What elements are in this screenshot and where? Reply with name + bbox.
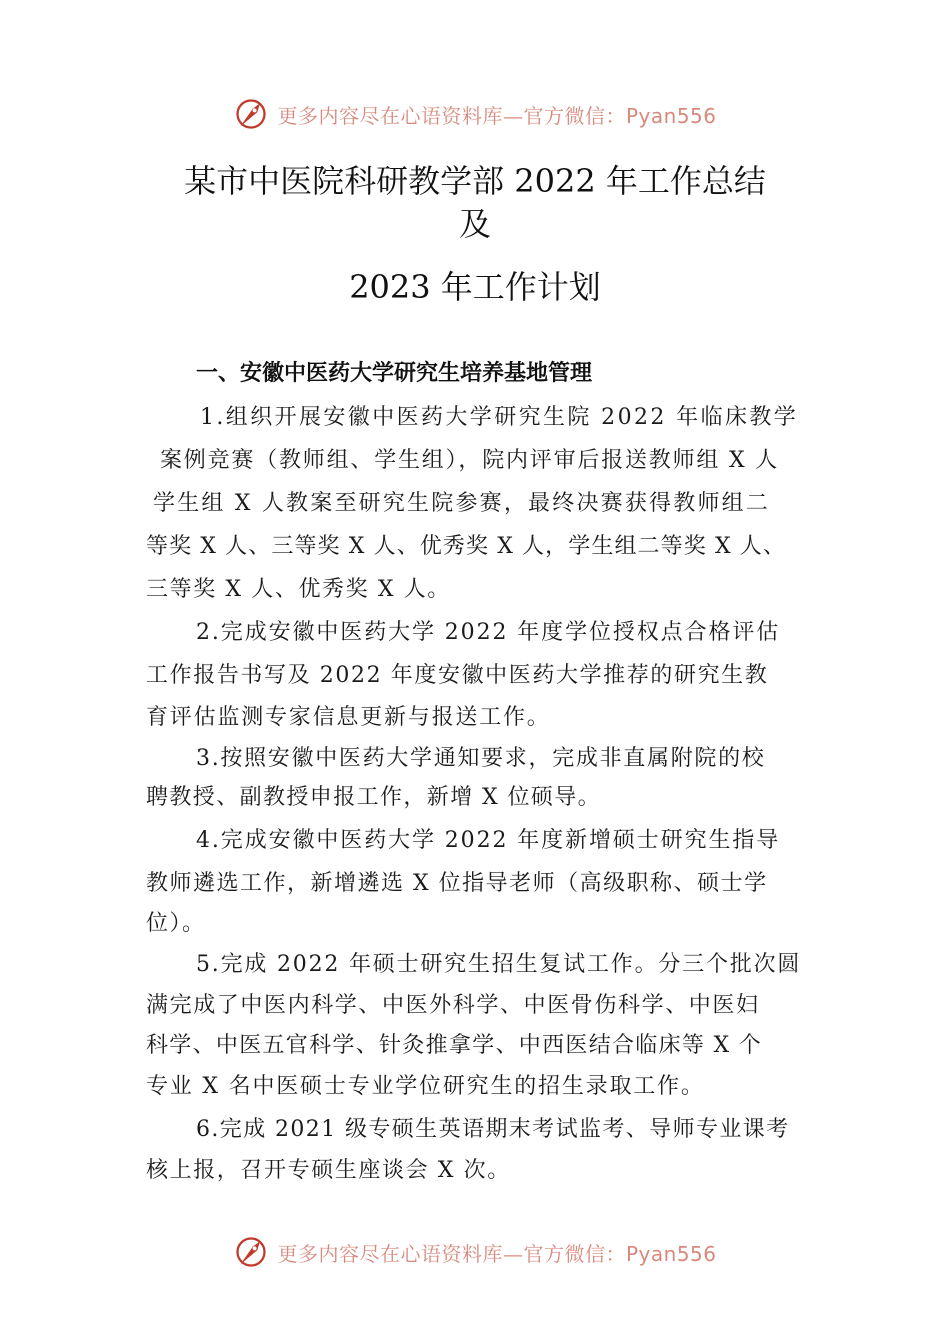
document-title-line-3: 2023 年工作计划 (349, 268, 601, 306)
body-line: 教师遴选工作，新增遴选 X 位指导老师（高级职称、硕士学 (146, 871, 768, 896)
body-line: 3.按照安徽中医药大学通知要求，完成非直属附院的校 (196, 746, 766, 771)
body-line: 2.完成安徽中医药大学 2022 年度学位授权点合格评估 (196, 620, 781, 645)
body-line: 核上报，召开专硕生座谈会 X 次。 (146, 1158, 511, 1183)
body-line: 5.完成 2022 年硕士研究生招生复试工作。分三个批次圆 (196, 952, 802, 977)
watermark-footer (0, 1232, 950, 1272)
body-line: 三等奖 X 人、优秀奖 X 人。 (146, 577, 451, 602)
body-line: 满完成了中医内科学、中医外科学、中医骨伤科学、中医妇 (146, 993, 760, 1018)
body-line: 4.完成安徽中医药大学 2022 年度新增硕士研究生指导 (196, 828, 781, 853)
body-line: 专业 X 名中医硕士专业学位研究生的招生录取工作。 (146, 1074, 705, 1099)
body-line: 6.完成 2021 级专硕生英语期末考试监考、导师专业课考 (196, 1117, 790, 1142)
document-title-line-2: 及 (458, 205, 491, 243)
document-title-line-1: 某市中医院科研教学部 2022 年工作总结 (184, 162, 766, 200)
body-line: 科学、中医五官科学、针灸推拿学、中西医结合临床等 X 个 (146, 1033, 763, 1058)
body-line: 育评估监测专家信息更新与报送工作。 (146, 705, 551, 730)
body-line: 等奖 X 人、三等奖 X 人、优秀奖 X 人，学生组二等奖 X 人、 (146, 534, 786, 559)
pen-nib-seal-icon (233, 96, 269, 132)
body-line: 1.组织开展安徽中医药大学研究生院 2022 年临床教学 (200, 405, 799, 430)
watermark-header (0, 94, 950, 134)
body-line: 聘教授、副教授申报工作，新增 X 位硕导。 (146, 785, 602, 810)
body-line: 位）。 (146, 911, 206, 936)
section-heading: 一、安徽中医药大学研究生培养基地管理 (196, 361, 593, 386)
body-line: 案例竞赛（教师组、学生组），院内评审后报送教师组 X 人 (160, 448, 780, 473)
body-line: 工作报告书写及 2022 年度安徽中医药大学推荐的研究生教 (146, 663, 769, 688)
watermark-text: 更多内容尽在心语资料库—官方微信：Pyan556 (277, 103, 717, 128)
pen-nib-seal-icon (233, 1234, 269, 1270)
body-line: 学生组 X 人教案至研究生院参赛，最终决赛获得教师组二 (153, 491, 771, 516)
watermark-text: 更多内容尽在心语资料库—官方微信：Pyan556 (277, 1241, 717, 1266)
